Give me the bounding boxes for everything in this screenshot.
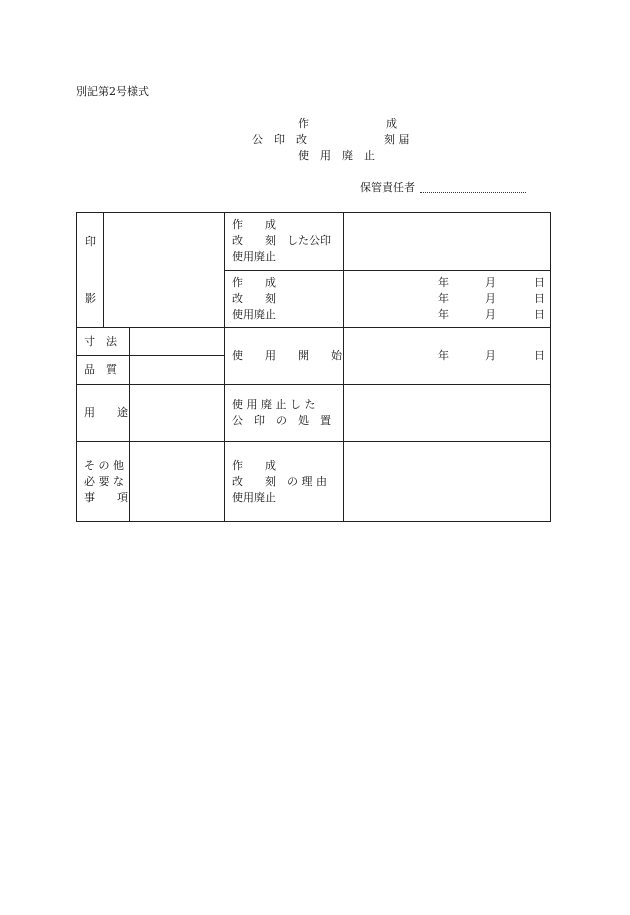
dates-value-cell[interactable]	[344, 270, 551, 328]
seal-label-bottom: 影	[85, 292, 96, 305]
seal-notification-table	[76, 212, 551, 522]
use-start-date[interactable]: 年 月 日	[344, 328, 551, 385]
date-row-abolish: 年 月 日	[438, 307, 546, 321]
date-row-modify: 年 月 日	[438, 291, 546, 305]
action-label-cell: 作 成 改 刻 した公印 使用廃止	[225, 213, 344, 271]
reason-label: 作 成 改 刻 の 理 由 使用廃止	[225, 442, 344, 522]
quality-label: 品 質	[77, 356, 130, 385]
disposal-label: 使 用 廃 止 し た 公 印 の 処 置	[225, 385, 344, 442]
title-line-1: 作 成	[298, 117, 397, 130]
size-label: 寸 法	[77, 328, 130, 356]
quality-value[interactable]	[130, 356, 225, 385]
date-row-create: 年 月 日	[438, 275, 546, 289]
disposal-value[interactable]	[344, 385, 551, 442]
title-line-2: 公 印 改 刻 届	[252, 133, 410, 146]
seal-label-top: 印	[85, 235, 96, 248]
other-items-label: そ の 他 必 要 な 事 項	[77, 442, 130, 522]
purpose-label: 用 途	[77, 385, 130, 442]
form-number: 別記第2号様式	[76, 85, 149, 98]
action-value-cell[interactable]	[344, 213, 551, 271]
reason-value[interactable]	[344, 442, 551, 522]
title-line-3: 使 用 廃 止	[298, 149, 375, 162]
date-label-cell: 作 成 改 刻 使用廃止	[225, 270, 344, 328]
seal-impression-cell[interactable]	[77, 213, 225, 328]
signature-label: 保管責任者	[360, 181, 415, 194]
other-items-value[interactable]	[130, 442, 225, 522]
signature-line[interactable]	[420, 192, 526, 193]
use-start-label: 使 用 開 始	[225, 328, 344, 385]
purpose-value[interactable]	[130, 385, 225, 442]
size-value[interactable]	[130, 328, 225, 356]
